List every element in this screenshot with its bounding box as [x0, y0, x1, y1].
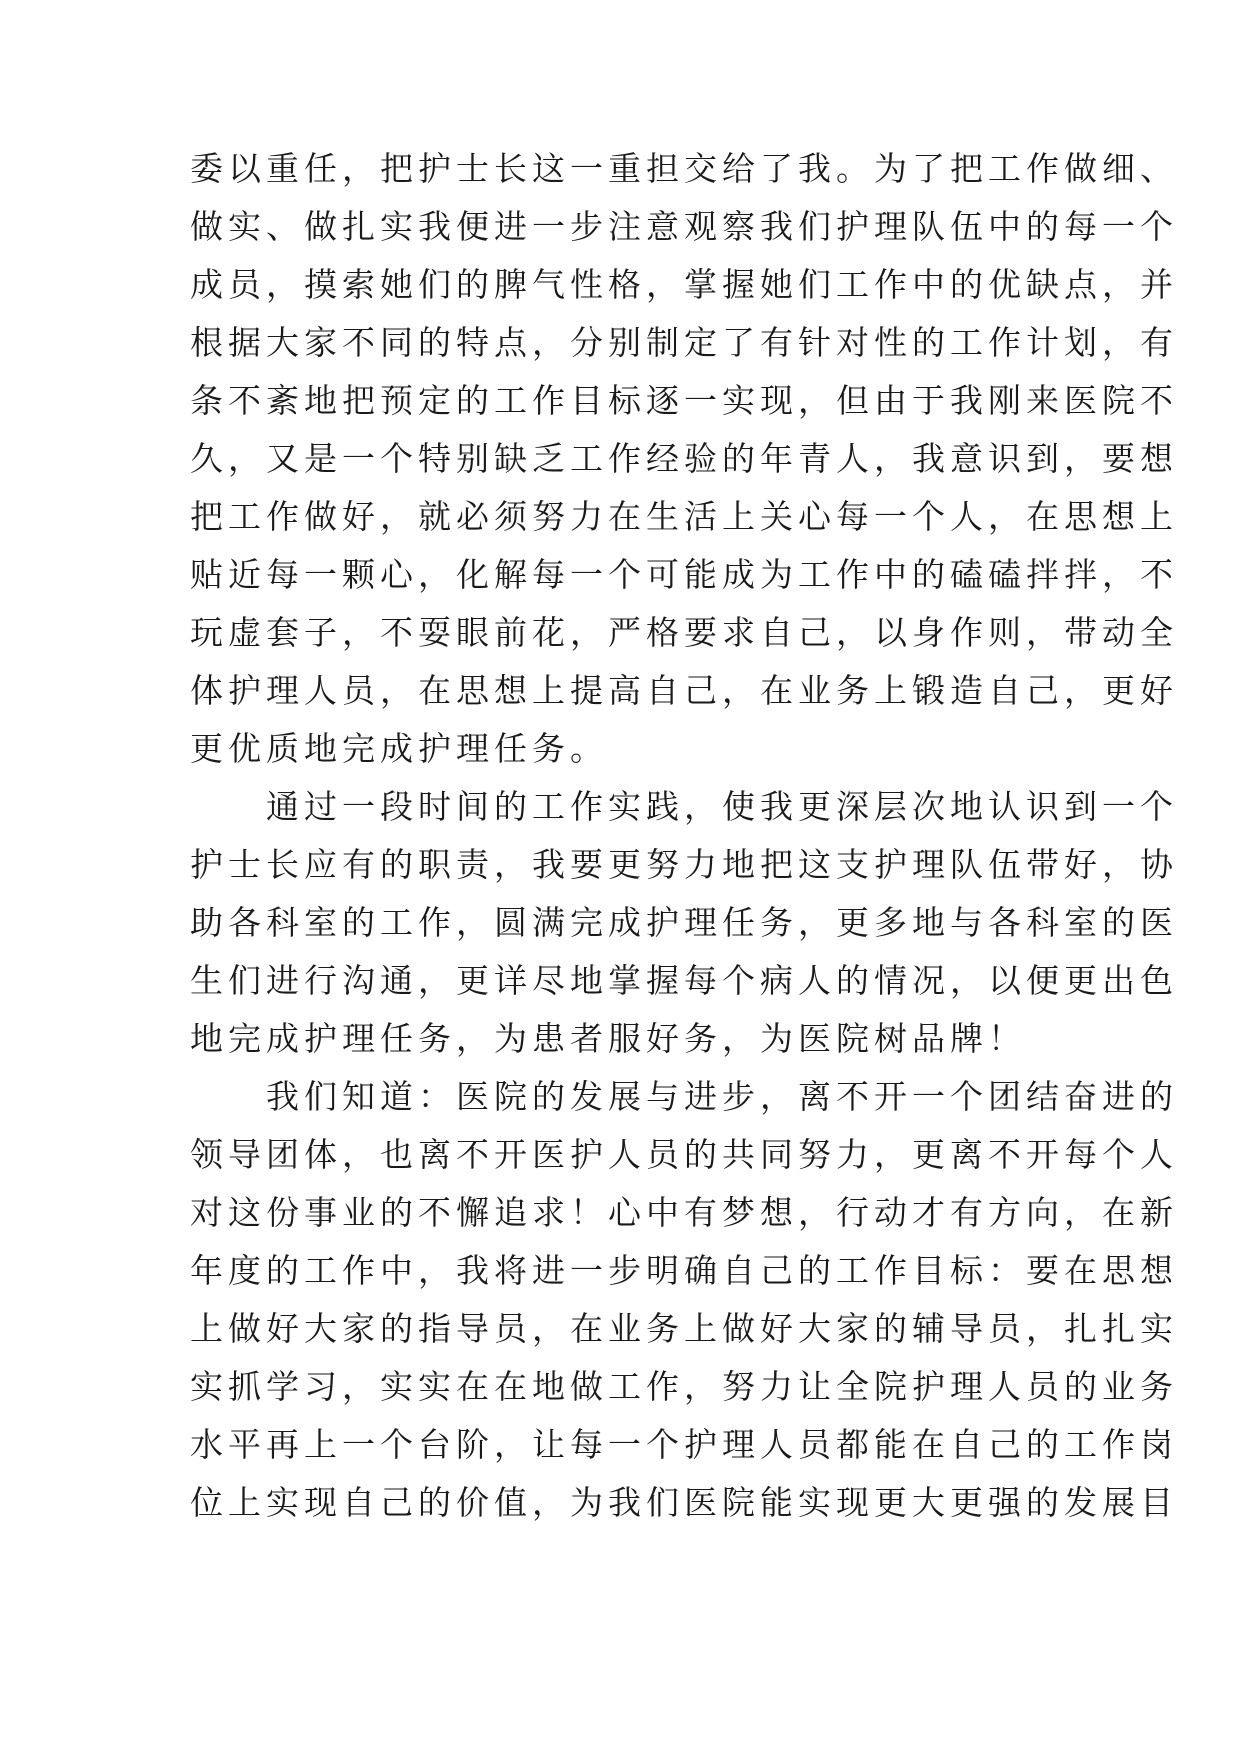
text-line: 护士长应有的职责，我要更努力地把这支护理队伍带好，协	[190, 845, 1178, 884]
text-line: 助各科室的工作，圆满完成护理任务，更多地与各科室的医	[190, 903, 1178, 942]
text-line: 把工作做好，就必须努力在生活上关心每一个人，在思想上	[190, 497, 1178, 536]
text-line: 位上实现自己的价值，为我们医院能实现更大更强的发展目	[190, 1483, 1178, 1522]
text-line: 上做好大家的指导员，在业务上做好大家的辅导员，扎扎实	[190, 1309, 1178, 1348]
text-line: 对这份事业的不懈追求！心中有梦想，行动才有方向，在新	[190, 1193, 1178, 1232]
text-line: 领导团体，也离不开医护人员的共同努力，更离不开每个人	[190, 1135, 1178, 1174]
text-line: 条不紊地把预定的工作目标逐一实现，但由于我刚来医院不	[190, 381, 1178, 420]
text-line: 委以重任，把护士长这一重担交给了我。为了把工作做细、	[190, 149, 1178, 188]
text-line: 体护理人员，在思想上提高自己，在业务上锻造自己，更好	[190, 671, 1178, 710]
text-line: 久，又是一个特别缺乏工作经验的年青人，我意识到，要想	[190, 439, 1178, 478]
text-line: 成员，摸索她们的脾气性格，掌握她们工作中的优缺点，并	[190, 265, 1178, 304]
text-line: 生们进行沟通，更详尽地掌握每个病人的情况，以便更出色	[190, 961, 1178, 1000]
text-line: 玩虚套子，不耍眼前花，严格要求自己，以身作则，带动全	[190, 613, 1178, 652]
text-line: 地完成护理任务，为患者服好务，为医院树品牌！	[190, 1019, 1026, 1058]
text-line: 我们知道：医院的发展与进步，离不开一个团结奋进的	[190, 1077, 1178, 1116]
text-line: 实抓学习，实实在在地做工作，努力让全院护理人员的业务	[190, 1367, 1178, 1406]
text-line: 水平再上一个台阶，让每一个护理人员都能在自己的工作岗	[190, 1425, 1178, 1464]
text-line: 年度的工作中，我将进一步明确自己的工作目标：要在思想	[190, 1251, 1178, 1290]
text-line: 做实、做扎实我便进一步注意观察我们护理队伍中的每一个	[190, 207, 1178, 246]
text-line: 贴近每一颗心，化解每一个可能成为工作中的磕磕拌拌，不	[190, 555, 1178, 594]
text-line: 更优质地完成护理任务。	[190, 729, 608, 768]
text-line: 通过一段时间的工作实践，使我更深层次地认识到一个	[190, 787, 1178, 826]
text-line: 根据大家不同的特点，分别制定了有针对性的工作计划，有	[190, 323, 1178, 362]
